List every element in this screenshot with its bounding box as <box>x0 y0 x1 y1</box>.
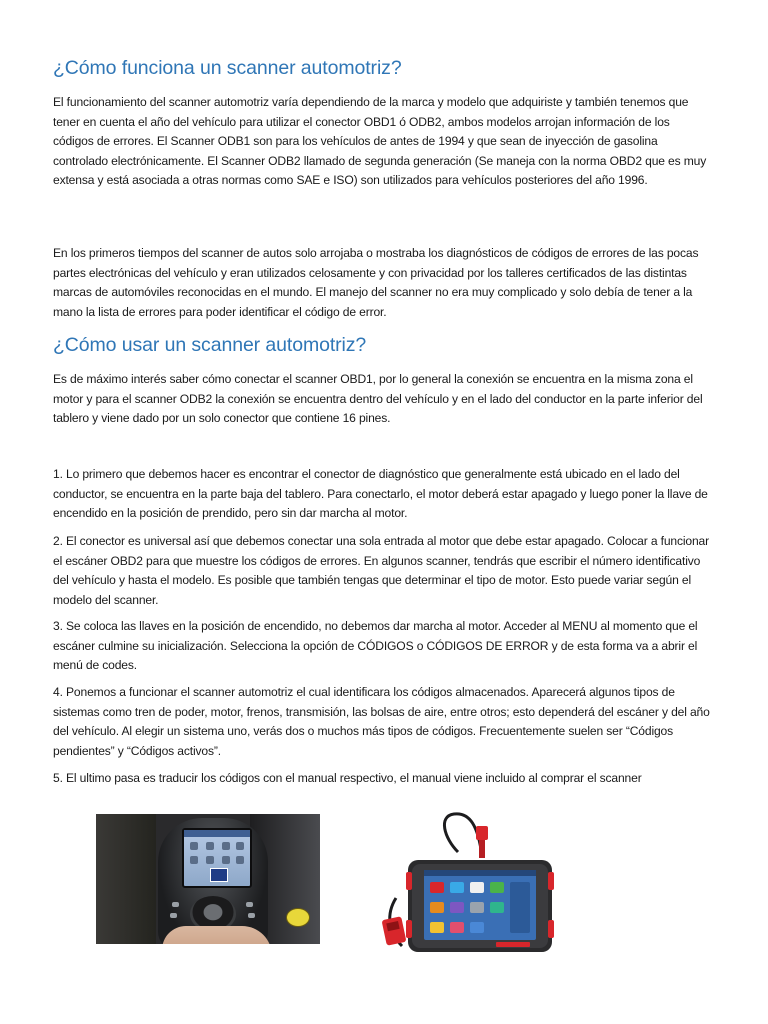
section-heading-how-it-works: ¿Cómo funciona un scanner automotriz? <box>53 57 402 79</box>
step-5: 5. El ultimo pasa es traducir los códigos con el manual respectivo, el manual viene incluido al comprar el scanner <box>53 771 642 785</box>
step-3: 3. Se coloca las llaves en la posición de encendido, no debemos dar marcha al motor. Acceder al MENU al momento que el escáner culmine su inicialización. Selecciona la opción de CÓDIGOS o CÓDIGOS DE ERROR y de esta forma va a abrir el menú de codes. <box>53 619 698 672</box>
paragraph-functioning: El funcionamiento del scanner automotriz varía dependiendo de la marca y modelo que adquiriste y también tenemos que tener en cuenta el año del vehículo para utilizar el conector OBD1 ó ODB2, ambos modelos arrojan información de los códigos de errores. El Scanner ODB1 son para los vehículos de antes de 1994 y que sean de inyección de gasolina controlado electrónicamente. El Scanner ODB2 llamado de segunda generación (Se maneja con la norma OBD2 que es muy extensa y está asociada a otras normas como SAE e ISO) son utilizados para vehículos posteriores del año 1996. <box>53 95 707 187</box>
paragraph-history: En los primeros tiempos del scanner de autos solo arrojaba o mostraba los diagnósticos de códigos de errores de las pocas partes electrónicas del vehículo y eran utilizados celosamente y con privacidad por los talleres certificados de las distintas marcas de automóviles reconocidas en el mundo. El manejo del scanner no era muy complicado y solo debía de tener a la mano la lista de errores para poder identificar el código de error. <box>53 246 699 319</box>
step-4: 4. Ponemos a funcionar el scanner automotriz el cual identificara los códigos almacenados. Aparecerá algunos tipos de sistemas como tren de poder, motor, frenos, transmisión, las bolsas de aire, entre otros; esto dependerá del escáner y del año del vehículo. Al elegir un sistema uno, verás dos o muchos más tipos de códigos. Frecuentemente suelen ser “Códigos pendientes” y “Códigos activos”. <box>53 685 710 758</box>
section-heading-how-to-use: ¿Cómo usar un scanner automotriz? <box>53 334 367 356</box>
step-1: 1. Lo primero que debemos hacer es encontrar el conector de diagnóstico que generalmente está ubicado en el lado del conductor, se encuentra en la parte baja del tablero. Para conectarlo, el motor deberá estar apagado y luego poner la llave de encendido en la posición de prendido, pero sin dar marcha al motor. <box>53 467 708 520</box>
paragraph-connection: Es de máximo interés saber cómo conectar el scanner OBD1, por lo general la conexión se encuentra en la misma zona el motor y para el scanner ODB2 la conexión se encuentra dentro del vehículo y en el lado del conductor en la parte inferior del tablero y viene dado por un solo conector que contiene 16 pines. <box>53 372 703 425</box>
step-2: 2. El conector es universal así que debemos conectar una sola entrada al motor que debe estar apagado. Colocar a funcionar el escáner OBD2 para que muestre los códigos de errores. En algunos scanner, tendrás que escribir el número identificativo del vehículo y hasta el modelo. Es posible que también tengas que determinar el tipo de motor. Esto puede variar según el modelo del scanner. <box>53 534 710 607</box>
tablet-scanner-photo <box>378 808 558 954</box>
handheld-scanner-photo <box>96 814 320 944</box>
